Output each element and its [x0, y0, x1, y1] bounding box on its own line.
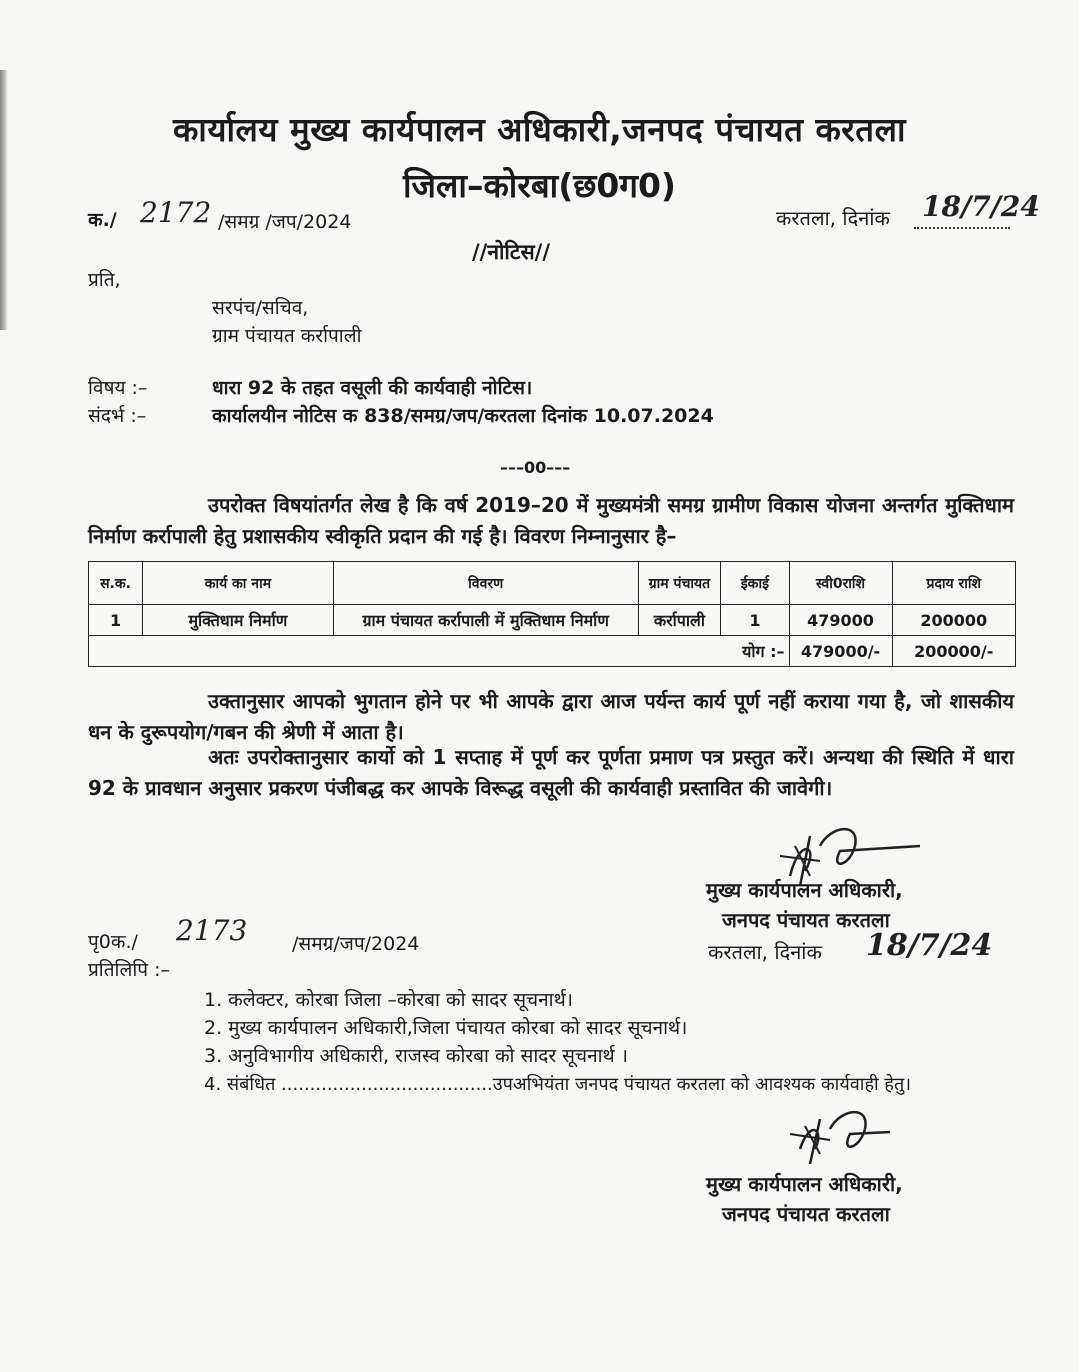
- cell-sanctioned: 479000: [789, 605, 892, 636]
- col-header-description: विवरण: [333, 562, 638, 605]
- col-header-unit: ईकाई: [721, 562, 789, 605]
- col-header-work-name: कार्य का नाम: [143, 562, 334, 605]
- to-label: प्रति,: [88, 269, 121, 291]
- table-row: [89, 605, 1016, 636]
- office-title: कार्यालय मुख्य कार्यपालन अधिकारी,जनपद पंचायत करतला: [172, 110, 907, 149]
- cell-description: ग्राम पंचायत कर्रापाली में मुक्तिधाम निर्माण: [333, 605, 638, 636]
- signature-scribble-2: [780, 1104, 900, 1174]
- total-sanctioned: 479000/-: [789, 636, 892, 667]
- signatory1-date-label: करतला, दिनांक: [708, 940, 822, 964]
- endorsement-number-handwritten: 2173: [176, 914, 248, 947]
- signatory2-title: मुख्य कार्यपालन अधिकारी,: [706, 1172, 903, 1196]
- district-title: जिला–कोरबा(छ0ग0): [402, 166, 677, 205]
- copy-label: प्रतिलिपि :–: [88, 959, 171, 981]
- endorsement-suffix: /समग्र/जप/2024: [292, 933, 420, 955]
- separator: –––00–––: [500, 458, 571, 477]
- ref-number-handwritten: 2172: [140, 196, 212, 229]
- copy-item-3: 3. अनुविभागीय अधिकारी, राजस्व कोरबा को सादर सूचनार्थ ।: [204, 1045, 628, 1067]
- signatory1-title: मुख्य कार्यपालन अधिकारी,: [706, 878, 903, 902]
- cell-work-name: मुक्तिधाम निर्माण: [143, 605, 334, 636]
- copy-item-1: 1. कलेक्टर, कोरबा जिला –कोरबा को सादर सूचनार्थ।: [204, 989, 573, 1011]
- ref-date-handwritten: 18/7/24: [922, 190, 1040, 223]
- paragraph-warning: अतः उपरोक्तानुसार कार्यो को 1 सप्ताह में पूर्ण कर पूर्णता प्रमाण पत्र प्रस्तुत करें। अन्यथा की स्थिति में धारा 92 के प्रावधान अनुसार प्रकरण पंजीबद्ध कर आपके विरूद्ध वसूली की कार्यवाही प्रस्तावित की जावेगी।: [88, 745, 1014, 800]
- subject-label: विषय :–: [88, 377, 148, 399]
- col-header-supplied: प्रदाय राशि: [892, 562, 1015, 605]
- col-header-serial: स.क.: [89, 562, 143, 605]
- ref-date-label: करतला, दिनांक: [776, 206, 890, 230]
- endorsement-prefix: पृ0क./: [88, 931, 138, 953]
- cell-serial: 1: [89, 605, 143, 636]
- intro-paragraph: उपरोक्त विषयांतर्गत लेख है कि वर्ष 2019–20 में मुख्यमंत्री समग्र ग्रामीण विकास योजना अन्तर्गत मुक्तिधाम निर्माण कर्रापाली हेतु प्रशासकीय स्वीकृति प्रदान की गई है। विवरण निम्नानुसार है–: [88, 493, 1014, 548]
- total-label: योग :–: [89, 636, 790, 667]
- subject-text: धारा 92 के तहत वसूली की कार्यवाही नोटिस।: [212, 377, 533, 399]
- copy-item-2: 2. मुख्य कार्यपालन अधिकारी,जिला पंचायत कोरबा को सादर सूचनार्थ।: [204, 1017, 688, 1039]
- cell-panchayat: कर्रापाली: [638, 605, 721, 636]
- total-supplied: 200000/-: [892, 636, 1015, 667]
- date-dotted-line: [914, 227, 1010, 229]
- col-header-sanctioned: स्वी0राशि: [789, 562, 892, 605]
- signatory1-date-handwritten: 18/7/24: [866, 928, 993, 963]
- table-header-row: [89, 562, 1016, 605]
- copy-item-4: 4. संबंधित .....................................उपअभियंता जनपद पंचायत करतला को आवश्यक कार्यवाही हेतु।: [204, 1074, 912, 1095]
- signatory1-office: जनपद पंचायत करतला: [722, 908, 890, 932]
- reference-label: संदर्भ :–: [88, 405, 147, 427]
- notice-heading: //नोटिस//: [472, 240, 550, 264]
- addressee-line1: सरपंच/सचिव,: [212, 297, 309, 319]
- signatory2-office: जनपद पंचायत करतला: [722, 1202, 890, 1226]
- addressee-line2: ग्राम पंचायत कर्रापाली: [212, 325, 362, 347]
- ref-prefix: क./: [88, 209, 117, 231]
- works-table: [88, 561, 1016, 667]
- reference-text: कार्यालयीन नोटिस क 838/समग्र/जप/करतला दिनांक 10.07.2024: [212, 405, 714, 427]
- col-header-panchayat: ग्राम पंचायत: [638, 562, 721, 605]
- cell-unit: 1: [721, 605, 789, 636]
- ref-suffix: /समग्र /जप/2024: [218, 211, 352, 233]
- cell-supplied: 200000: [892, 605, 1015, 636]
- paragraph-payment: उक्तानुसार आपको भुगतान होने पर भी आपके द्वारा आज पर्यन्त कार्य पूर्ण नहीं कराया गया है, जो शासकीय धन के दुरूपयोग/गबन की श्रेणी में आता है।: [88, 689, 1014, 744]
- table-total-row: [89, 636, 1016, 667]
